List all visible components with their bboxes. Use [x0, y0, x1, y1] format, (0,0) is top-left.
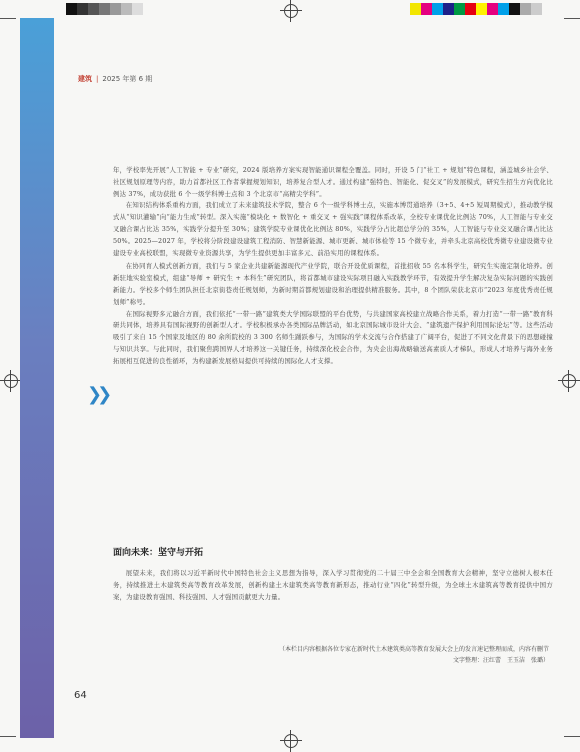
note-line: （本栏目内容根据各位专家在新时代土木建筑类高等教育发展大会上的发言速记整理而成，内容有删节 [278, 646, 549, 653]
running-header [78, 74, 152, 84]
double-chevron-right-icon: ❯❯ [87, 384, 108, 405]
trim-mark [564, 18, 580, 19]
crosshair-registration-icon [280, 730, 302, 752]
section-heading: 面向未来：坚守与开拓 [113, 548, 204, 558]
article-body [113, 165, 553, 368]
paragraph: 在国际视野多元融合方面，我们依托“一带一路”建筑类大学国际联盟的平台优势，与共建国家高校建立战略合作关系，着力打造“一带一路”教育科研共同体，培养具有国际视野的创新型人才。学校积极承办各类国际品牌活动，如北京国际城市设计大会、“建筑遗产保护利用国际论坛”等。这些活动吸引了来自 15 个国家及地区的 80 余所院校的 3 300 名师生踊跃参与，为国际的学术交流与合作搭建了广阔平台，促进了不同文化背景下的思想碰撞与知识共享。与此同时，我们聚焦跨国界人才培养这一关键任务，持续深化校企合作，为央企出海战略输送高素质人才梯队，形成人才培养与海外业务拓展相互促进的良性循环，为构建新发展格局提供可持续的国际化人才支撑。 [113, 309, 553, 365]
magazine-brand: 建筑 [78, 75, 92, 83]
decorative-side-strip [20, 18, 54, 738]
paragraph: 年，学校率先开展“人工智能 + 专业”研究，2024 版培养方案实现智能通识课程全覆盖。同时，开设 5 门“社工 + 规划”特色课程，涵盖城乡社会学、社区规划原理等内容，助力首都社区工作者掌握规划知识，培养复合型人才。通过构建“强特色、智能化、促交叉”的发展模式，研究生招生方向优化比例达 37%，成功获批 6 个一级学科博士点和 3 个北京市“高精尖学科”。 [113, 166, 553, 198]
print-registration-bar-color [410, 0, 542, 12]
paragraph: 在协同育人模式创新方面，我们与 5 家企业共建新能源现代产业学院，联合开设优质课程，首批招收 55 名本科学生，研究生实施定制化培养。创新驻地实验室模式，组建“导师 + 研究生 + 本科生”研究团队，将首都城市建设实际项目融入实践教学环节，有效提升学生解决复杂实际问题的实践创新能力。学校多个师生团队担任北京街巷责任规划师，为新时期首都规划建设和治理提供精准服务。其中，8 个团队荣获北京市“2023 年度优秀责任规划师”称号。 [113, 262, 553, 306]
trim-mark [564, 736, 580, 737]
issue-label: 2025 年第 6 期 [102, 75, 153, 83]
paragraph: 展望未来，我们将以习近平新时代中国特色社会主义思想为指导，深入学习贯彻党的二十届三中全会和全国教育大会精神，坚守立德树人根本任务，持续推进土木建筑类高等教育改革发展，创新构建土木建筑类高等教育新形态，推动行业“四化”转型升级，为全球土木建筑高等教育提供中国方案，为建设教育强国、科技强国、人才强国贡献更大力量。 [113, 569, 553, 601]
page-number: 64 [74, 690, 87, 701]
editorial-note [113, 644, 549, 666]
crosshair-registration-icon [280, 0, 302, 22]
paragraph: 在知识结构体系重构方面，我们成立了未来建筑技术学院，整合 6 个一级学科博士点，实施本博贯通培养（3+5、4+5 短周期模式），推动教学模式从“知识灌输”向“能力生成”转型。深入实施“模块化 + 数智化 + 重交叉 + 强实践”课程体系改革，全校专业课优化比例达 70%，人工智能与专业交叉融合课占比达 35%，实践学分提升至 30%；建筑学院专业课优化比例达 80%，实践学分占比超总学分的 35%，人工智能与专业交叉融合课占比达 50%。2025—2027 年，学校将分阶段建设建筑工程消防、智慧新能源、城市更新、城市体检等 15 个微专业，并牵头北京高校优秀微专业建设微专业建设专业高校联盟，实现微专业资源共享，为学生提供更加丰富多元、前沿实用的课程体系。 [113, 201, 553, 257]
print-registration-bar-black [66, 0, 143, 12]
crosshair-registration-icon [558, 370, 580, 392]
trim-mark [0, 736, 16, 737]
trim-mark [0, 18, 16, 19]
section-body [113, 568, 553, 603]
header-separator: | [96, 75, 99, 83]
crosshair-registration-icon [0, 370, 22, 392]
note-credits: 文字整理：汪红蕾 王玉洁 张璐） [452, 657, 549, 664]
